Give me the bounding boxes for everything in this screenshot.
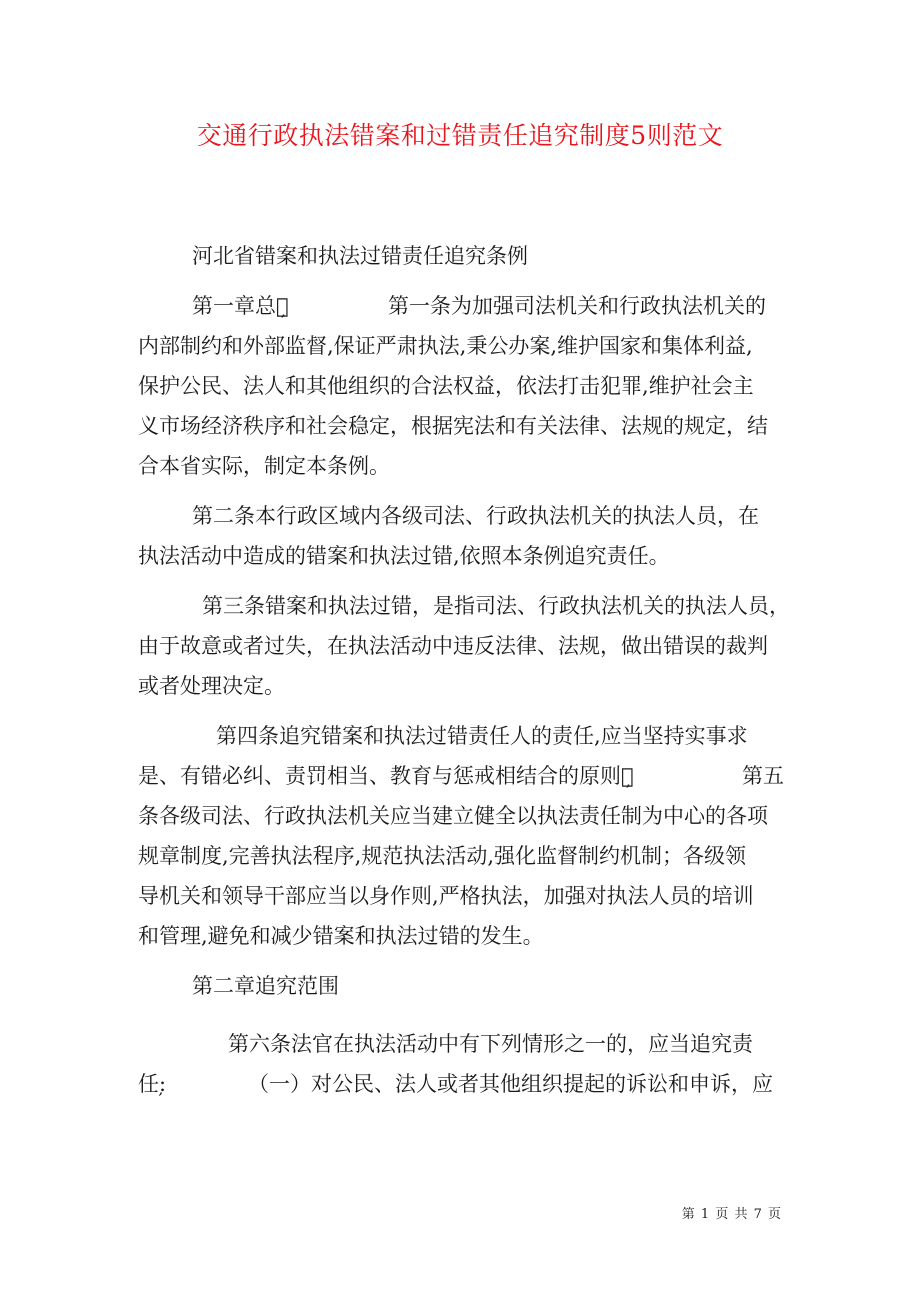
- document-body: [138, 236, 790, 1104]
- paragraph-text: （一）对公民、法人或者其他组织提起的诉讼和申诉，应: [248, 1072, 773, 1096]
- paragraph-text: 由于故意或者过失，在执法活动中违反法律、法规，做出错误的裁判: [138, 634, 768, 658]
- chapter-heading: 第二章追究范围: [192, 974, 339, 998]
- paragraph-text: 是、有错必纠、责罚相当、教育与惩戒相结合的原则。̦: [138, 764, 634, 788]
- body-line: [138, 756, 784, 796]
- body-line: [138, 1064, 784, 1104]
- paragraph-text: 第六条法官在执法活动中有下列情形之一的，应当追究责: [228, 1032, 753, 1056]
- body-line: [138, 366, 784, 406]
- paragraph-text: 第三条错案和执法过错，是指司法、行政执法机关的执法人员，: [202, 594, 790, 618]
- body-line: [138, 966, 784, 1006]
- body-line: [138, 626, 784, 666]
- body-line: [138, 716, 784, 756]
- body-line: [138, 836, 784, 876]
- paragraph-text: 导机关和领导干部应当以身作则,严格执法，加强对执法人员的培训: [138, 884, 754, 908]
- body-line: [138, 326, 784, 366]
- body-line: [138, 586, 790, 626]
- document-title: 交通行政执法错案和过错责任追究制度5则范文: [196, 121, 724, 150]
- paragraph-text: 或者处理决定。: [138, 674, 285, 698]
- paragraph-text: 第四条追究错案和执法过错责任人的责任,应当坚持实事求: [216, 724, 748, 748]
- paragraph-text: 内部制约和外部监督,保证严肃执法,秉公办案,维护国家和集体利益,: [138, 334, 753, 358]
- body-line: [138, 236, 784, 276]
- paragraph-text: 合本省实际，制定本条例。: [138, 454, 390, 478]
- body-line: [138, 1024, 784, 1064]
- paragraph-text: 第五: [742, 764, 784, 788]
- paragraph-text: 和管理,避免和减少错案和执法过错的发生。: [138, 924, 544, 948]
- body-line: [138, 406, 784, 446]
- body-line: [138, 666, 784, 706]
- paragraph-text: 规章制度,完善执法程序,规范执法活动,强化监督制约机制；各级领: [138, 844, 747, 868]
- body-line: [138, 286, 784, 326]
- body-line: [138, 496, 784, 536]
- paragraph-text: 任:̦: [138, 1072, 167, 1096]
- paragraph-text: 第二条本行政区域内各级司法、行政执法机关的执法人员，在: [192, 504, 759, 528]
- chapter-heading: 第一章总则̦: [192, 294, 289, 318]
- body-line: [138, 876, 784, 916]
- paragraph-text: 条各级司法、行政执法机关应当建立健全以执法责任制为中心的各项: [138, 804, 768, 828]
- body-line: [138, 446, 784, 486]
- page-number: 第 1 页 共 7 页: [681, 1207, 782, 1222]
- body-line: [138, 536, 784, 576]
- heading-text: 河北省错案和执法过错责任追究条例: [192, 244, 528, 268]
- body-line: [138, 916, 784, 956]
- paragraph-text: 执法活动中造成的错案和执法过错,依照本条例追究责任。: [138, 544, 670, 568]
- paragraph-text: 义市场经济秩序和社会稳定，根据宪法和有关法律、法规的规定，结: [138, 414, 768, 438]
- body-line: [138, 796, 784, 836]
- paragraph-text: 保护公民、法人和其他组织的合法权益，依法打击犯罪,维护社会主: [138, 374, 754, 398]
- paragraph-text: 第一条为加强司法机关和行政执法机关的: [388, 294, 766, 318]
